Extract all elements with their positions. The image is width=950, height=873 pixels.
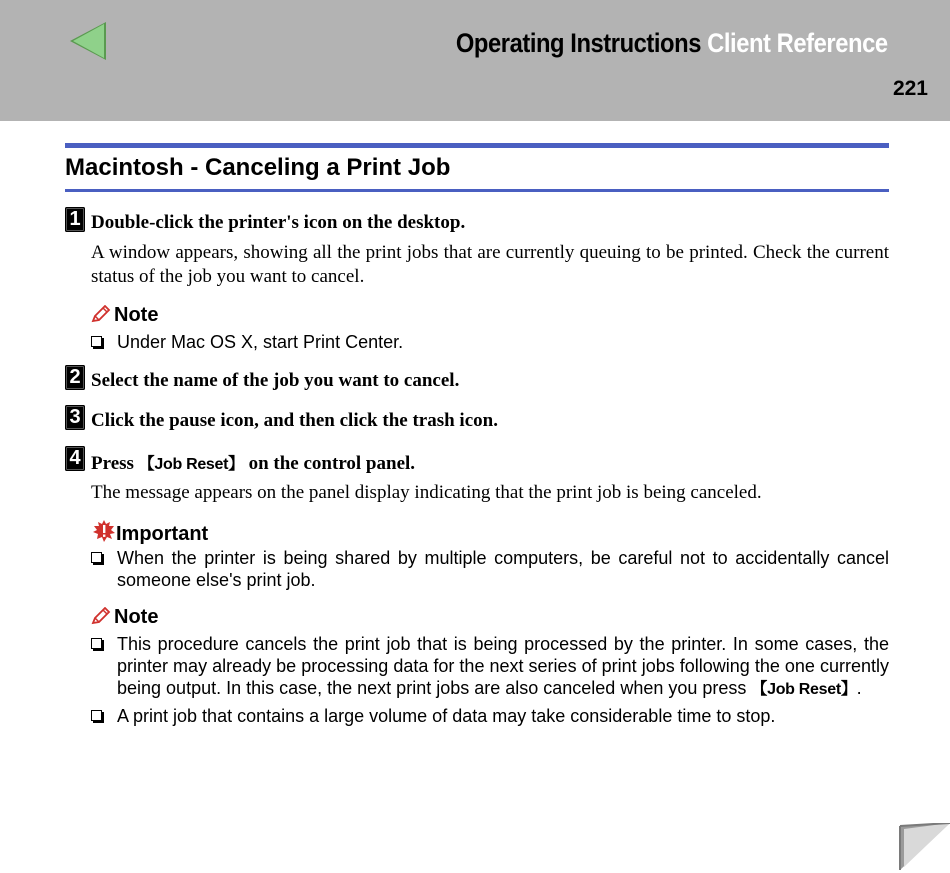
note-heading-1: [91, 304, 158, 327]
section-rule-bottom: [65, 189, 889, 192]
title-primary: Operating Instructions: [456, 28, 702, 58]
important-item: [91, 547, 889, 591]
step-body-4: The message appears on the panel display indicating that the print job is being canceled.: [91, 482, 762, 503]
important-item-text: When the printer is being shared by multiple computers, be careful not to accidentally cancel someone else's print job.: [117, 548, 889, 590]
note2-item-1-end: .: [856, 678, 862, 698]
checkbox-bullet-icon: [91, 638, 102, 649]
note2-item-2: [91, 705, 889, 727]
step-title-4-suffix: on the control panel.: [243, 453, 416, 474]
checkbox-bullet-icon: [91, 710, 102, 721]
step-number-4: 4: [65, 446, 85, 471]
section-title: Macintosh - Canceling a Print Job: [65, 154, 451, 181]
note2-item-1-text: [117, 633, 889, 701]
note1-item-text: Under Mac OS X, start Print Center.: [117, 332, 404, 352]
important-heading-label: Important: [116, 523, 209, 545]
pencil-note-icon: [91, 607, 111, 625]
note-heading-1-label: Note: [114, 304, 159, 326]
note2-item-2-text: A print job that contains a large volume of data may take considerable time to stop.: [117, 706, 776, 726]
note-heading-2-label: Note: [114, 606, 159, 628]
page-number: 221: [892, 77, 928, 100]
step-title-3: Click the pause icon, and then click the trash icon.: [91, 410, 498, 431]
step-title-2: Select the name of the job you want to cancel.: [91, 370, 460, 391]
note2-item-1-body: This procedure cancels the print job that is being processed by the printer. In some cases, the printer may already be processing data for the next series of print jobs following the one currently being output. In this case, the next print jobs are also canceled when you press: [117, 634, 889, 698]
section-rule-top: [65, 143, 889, 148]
document-title: [456, 28, 888, 59]
step-title-4: [91, 451, 415, 475]
title-secondary: Client Reference: [707, 28, 888, 58]
note2-item-1: [91, 633, 889, 701]
important-burst-icon: [93, 520, 115, 542]
note1-item: [91, 331, 889, 353]
important-heading: [93, 520, 208, 546]
checkbox-bullet-icon: [91, 552, 102, 563]
step-number-2: 2: [65, 365, 85, 390]
pencil-note-icon: [91, 305, 111, 323]
step-title-1: Double-click the printer's icon on the desktop.: [91, 212, 466, 233]
step-body-1: A window appears, showing all the print jobs that are currently queuing to be printed. Check the current status of the job you want to cancel.: [91, 242, 889, 287]
back-arrow-icon[interactable]: [68, 20, 108, 62]
step-number-3: 3: [65, 405, 85, 430]
step-number-1: 1: [65, 207, 85, 232]
step-title-4-prefix: Press: [91, 453, 139, 474]
note-heading-2: [91, 606, 158, 629]
checkbox-bullet-icon: [91, 336, 102, 347]
job-reset-key: 【Job Reset】: [138, 456, 244, 473]
job-reset-key: 【Job Reset】: [751, 681, 857, 698]
page-curl-corner-icon[interactable]: [896, 823, 950, 873]
page-header: [0, 0, 950, 121]
